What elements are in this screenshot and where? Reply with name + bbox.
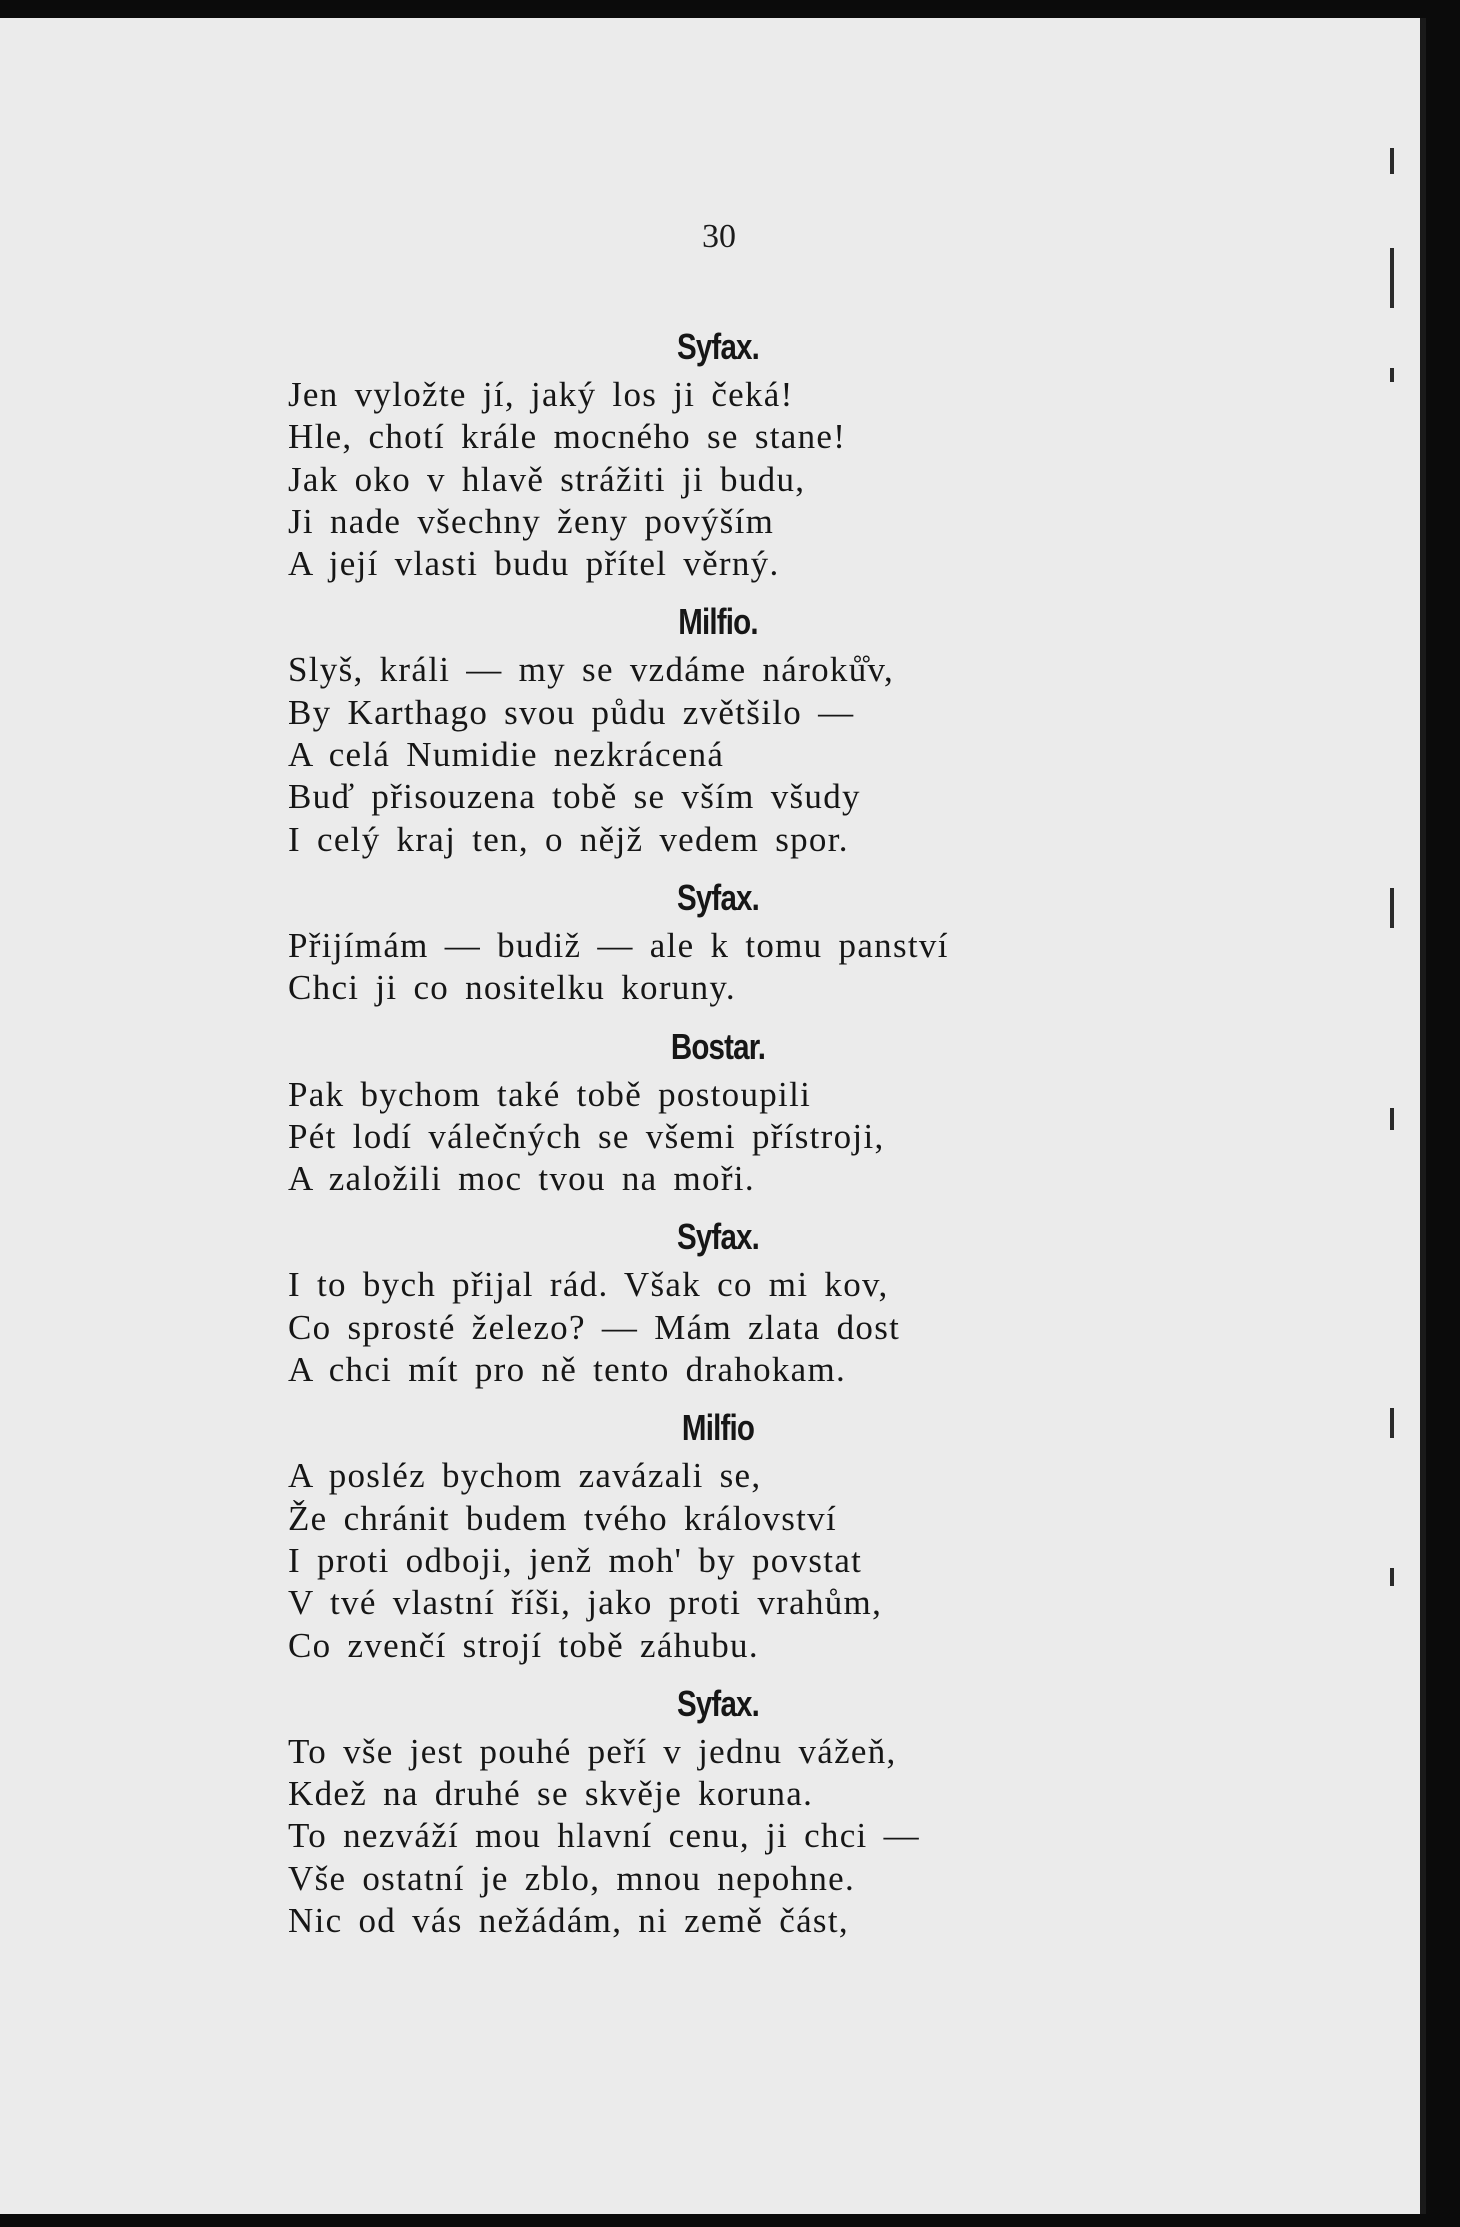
verse-line: A celá Numidie nezkrácená bbox=[288, 735, 725, 775]
verse-line: I proti odboji, jenž moh' by povstat bbox=[288, 1540, 863, 1580]
verse-line: Co sprosté železo? — Mám zlata dost bbox=[288, 1307, 901, 1347]
verse-line: I celý kraj ten, o nějž vedem spor. bbox=[288, 819, 849, 859]
verse-line: Buď přisouzena tobě se vším všudy bbox=[288, 777, 861, 817]
speaker-name: Milfio. bbox=[678, 601, 758, 643]
scene bbox=[288, 1016, 1078, 1201]
speaker-name: Bostar. bbox=[670, 1025, 766, 1067]
verse-line: I to bych přijal rád. Však co mi kov, bbox=[288, 1265, 889, 1305]
verse-line: To vše jest pouhé peří v jednu vážeň, bbox=[288, 1731, 897, 1771]
verse-line: Jak oko v hlavě strážiti ji budu, bbox=[288, 459, 806, 499]
scene bbox=[288, 1397, 1078, 1666]
speaker-name: Syfax. bbox=[676, 1682, 760, 1724]
verse-line: Nic od vás nežádám, ni země část, bbox=[288, 1901, 849, 1941]
page-number: 30 bbox=[702, 218, 736, 255]
scene bbox=[288, 591, 1078, 860]
book-page bbox=[0, 18, 1426, 2214]
verse-line: Slyš, králi — my se vzdáme nároků̊v, bbox=[288, 650, 895, 690]
verse-line: Vše ostatní je zblo, mnou nepohne. bbox=[288, 1858, 856, 1898]
verse-line: Hle, chotí krále mocného se stane! bbox=[288, 417, 847, 457]
verse-line: By Karthago svou půdu zvětšilo — bbox=[288, 692, 855, 732]
speaker-name: Syfax. bbox=[676, 876, 760, 918]
verse-line: Pét lodí válečných se všemi přístroji, bbox=[288, 1116, 885, 1156]
speaker-name: Syfax. bbox=[676, 326, 760, 367]
verse-line: Co zvenčí strojí tobě záhubu. bbox=[288, 1625, 759, 1665]
page-edge-marks bbox=[1390, 108, 1412, 1808]
verse-line: To nezváží mou hlavní cenu, ji chci — bbox=[288, 1816, 920, 1856]
play-text bbox=[288, 316, 1078, 1942]
verse-line: A její vlasti budu přítel věrný. bbox=[288, 544, 780, 584]
verse-line: A chci mít pro ně tento drahokam. bbox=[288, 1350, 847, 1390]
speaker-name: Syfax. bbox=[676, 1216, 760, 1258]
verse-line: V tvé vlastní říši, jako proti vrahům, bbox=[288, 1583, 883, 1623]
verse-line: Kdež na druhé se skvěje koruna. bbox=[288, 1774, 814, 1814]
scene bbox=[288, 867, 1078, 1010]
scene bbox=[288, 1206, 1078, 1391]
verse-line: Jen vyložte jí, jaký los ji čeká! bbox=[288, 375, 794, 414]
scene bbox=[288, 1673, 1078, 1942]
verse-line: A posléz bychom zavázali se, bbox=[288, 1456, 762, 1496]
verse-line: Že chránit budem tvého království bbox=[288, 1498, 837, 1538]
verse-line: Přijímám — budiž — ale k tomu panství bbox=[288, 925, 949, 965]
verse-line: Pak bychom také tobě postoupili bbox=[288, 1074, 812, 1114]
verse-line: Ji nade všechny ženy povýším bbox=[288, 501, 775, 541]
speaker-name: Milfio bbox=[681, 1407, 755, 1449]
scene bbox=[288, 316, 1078, 585]
verse-line: A založili moc tvou na moři. bbox=[288, 1159, 755, 1199]
verse-line: Chci ji co nositelku koruny. bbox=[288, 968, 736, 1008]
